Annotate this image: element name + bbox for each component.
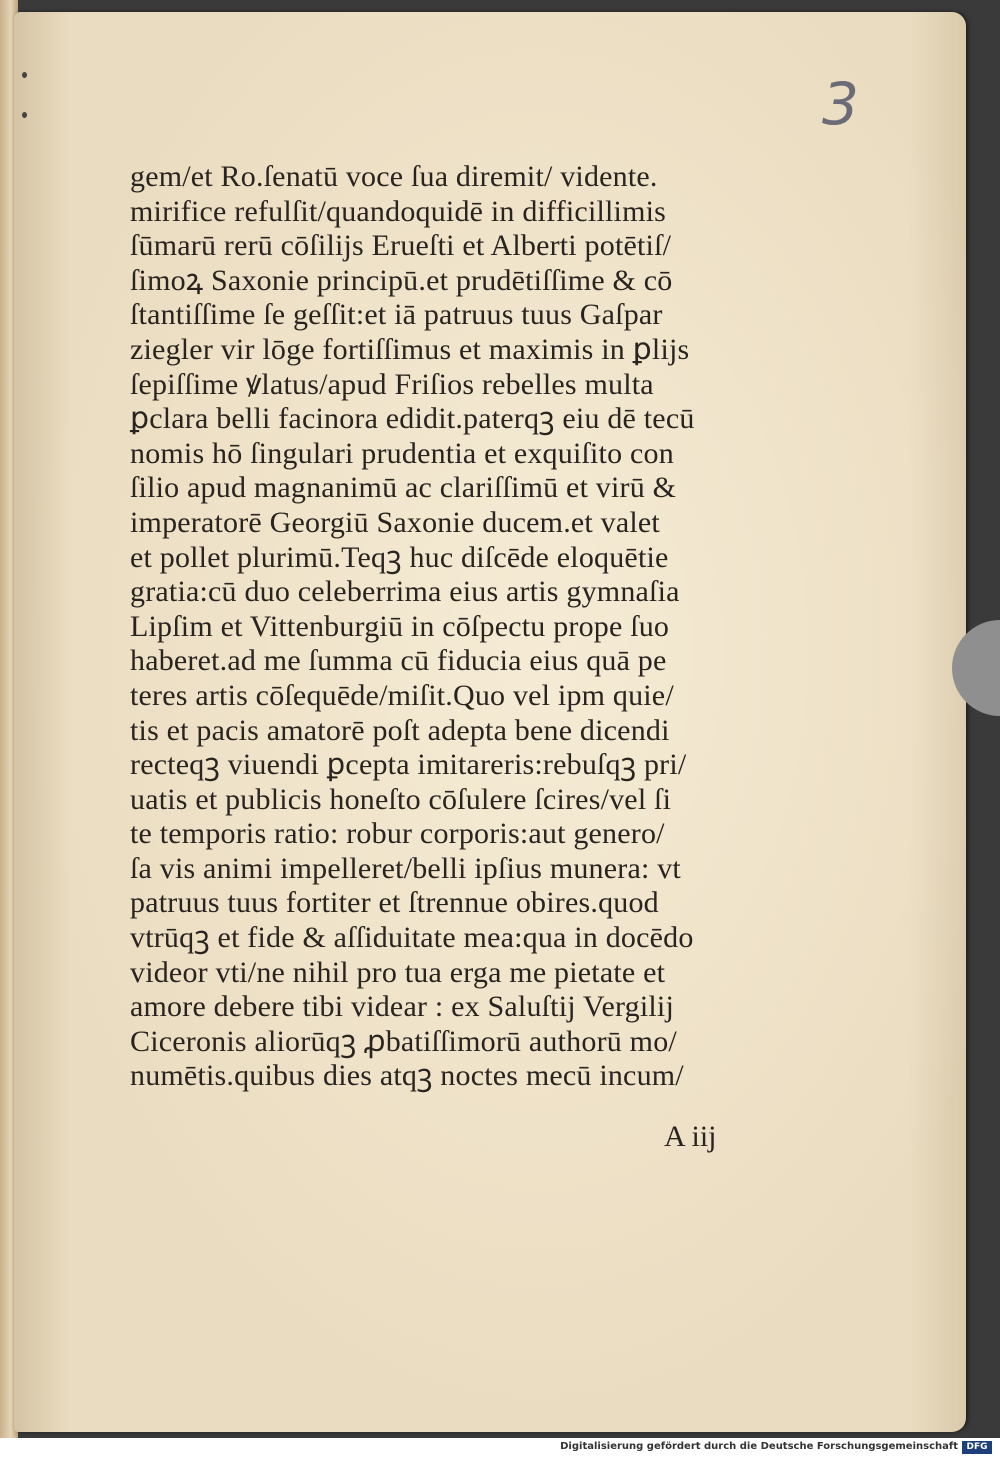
text-line: Ciceronis aliorūqꝫ ꝓbatiſſimorū authorū mo/	[130, 1024, 677, 1058]
text-line: ſepiſſime ꝟlatus/apud Friſios rebelles multa	[130, 367, 654, 401]
text-line: nomis hō ſingulari prudentia et exquiſito con	[130, 436, 674, 470]
text-line: uatis et publicis honeſto cōſulere ſcires/vel ſi	[130, 782, 672, 816]
text-line: Lipſim et Vittenburgiū in cōſpectu prope ſuo	[130, 609, 670, 643]
text-line: mirifice refulſit/quandoquidē in difficillimis	[130, 194, 667, 228]
signature-mark: A iij	[664, 1120, 717, 1153]
binding-hole	[22, 112, 27, 118]
text-line: ſa vis animi impelleret/belli ipſius munera: vt	[130, 851, 681, 885]
text-line: ſtantiſſime ſe geſſit:et iā patruus tuus Gaſpar	[130, 298, 663, 332]
text-line: ſilio apud magnanimū ac clariſſimū et virū &	[130, 471, 677, 505]
binding-hole	[22, 72, 27, 78]
footer-credit: Digitalisierung gefördert durch die Deutsche Forschungsgemeinschaft	[560, 1441, 958, 1452]
text-line: imperatorē Georgiū Saxonie ducem.et valet	[130, 505, 660, 539]
text-line: te temporis ratio: robur corporis:aut genero/	[130, 817, 665, 851]
text-line: tis et pacis amatorē poſt adepta bene dicendi	[130, 713, 670, 747]
folio-number: 3	[822, 70, 859, 138]
text-line: gem/et Ro.ſenatū voce ſua diremit/ vidente.	[130, 160, 658, 193]
text-line: vtrūqꝫ et fide & aſſiduitate mea:qua in docēdo	[130, 921, 694, 955]
text-block	[130, 160, 810, 1094]
text-line: videor vti/ne nihil pro tua erga me pietate et	[130, 955, 666, 989]
text-line: ziegler vir lōge fortiſſimus et maximis in ꝑlijs	[130, 332, 690, 366]
text-line: recteqꝫ viuendi ꝑcepta imitareris:rebuſqꝫ pri/	[130, 748, 687, 782]
text-line: ſimoꝝ Saxonie principū.et prudētiſſime & cō	[130, 263, 673, 297]
text-line: et pollet plurimū.Teqꝫ huc diſcēde eloquētie	[130, 540, 669, 574]
text-line: patruus tuus fortiter et ſtrennue obires.quod	[130, 886, 659, 920]
text-line: teres artis cōſequēde/miſit.Quo vel ipm quie/	[130, 678, 674, 712]
text-line: ſūmarū rerū cōſilijs Erueſti et Alberti potētiſ/	[130, 229, 672, 263]
text-line: amore debere tibi videar : ex Saluſtij Vergilij	[130, 990, 674, 1024]
text-line: ꝑclara belli facinora edidit.paterqꝫ eiu dē tecū	[130, 402, 695, 436]
footer-bar	[0, 1438, 1000, 1458]
text-line: gratia:cū duo celeberrima eius artis gymnaſia	[130, 575, 680, 609]
dfg-logo: DFG	[962, 1441, 992, 1454]
text-line: numētis.quibus dies atqꝫ noctes mecū incum/	[130, 1059, 684, 1093]
text-line: haberet.ad me ſumma cū fiducia eius quā pe	[130, 644, 667, 678]
